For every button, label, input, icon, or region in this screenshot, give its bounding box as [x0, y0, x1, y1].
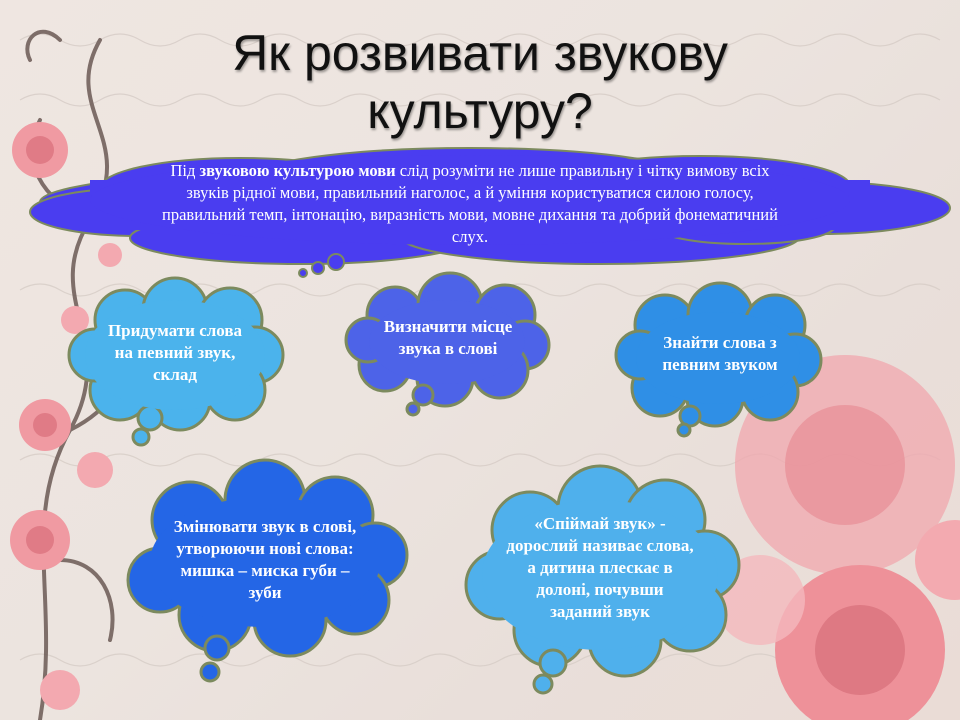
cloud-5-text: «Спіймай звук» - дорослий називає слова, а дитина плескає в долоні, почувши заданий звук — [506, 513, 694, 621]
intro-rest: слід розуміти не лише правильну і чітку вимову всіх звуків рідної мови, правильний наголос, а й уміння користуватися силою голосу, правильний темп, інтонацію, виразність мови, мовне дихання та добрий фонематичний слух. — [162, 161, 778, 246]
cloud-1-text: Придумати слова на певний звук, склад — [107, 320, 243, 384]
cloud-4-text: Змінювати звук в слові, утворюючи нові слова: мишка – миска губи – зуби — [173, 517, 357, 602]
intro-prefix: Під — [170, 161, 200, 180]
cloud-2-text: Визначити місце звука в слові — [383, 317, 513, 358]
title-line-2: культуру? — [367, 83, 593, 139]
intro-emphasis: звуковою культурою мови — [199, 161, 396, 180]
title-line-1: Як розвивати звукову — [232, 25, 728, 81]
cloud-3-text: Знайти слова з певним звуком — [662, 333, 778, 374]
